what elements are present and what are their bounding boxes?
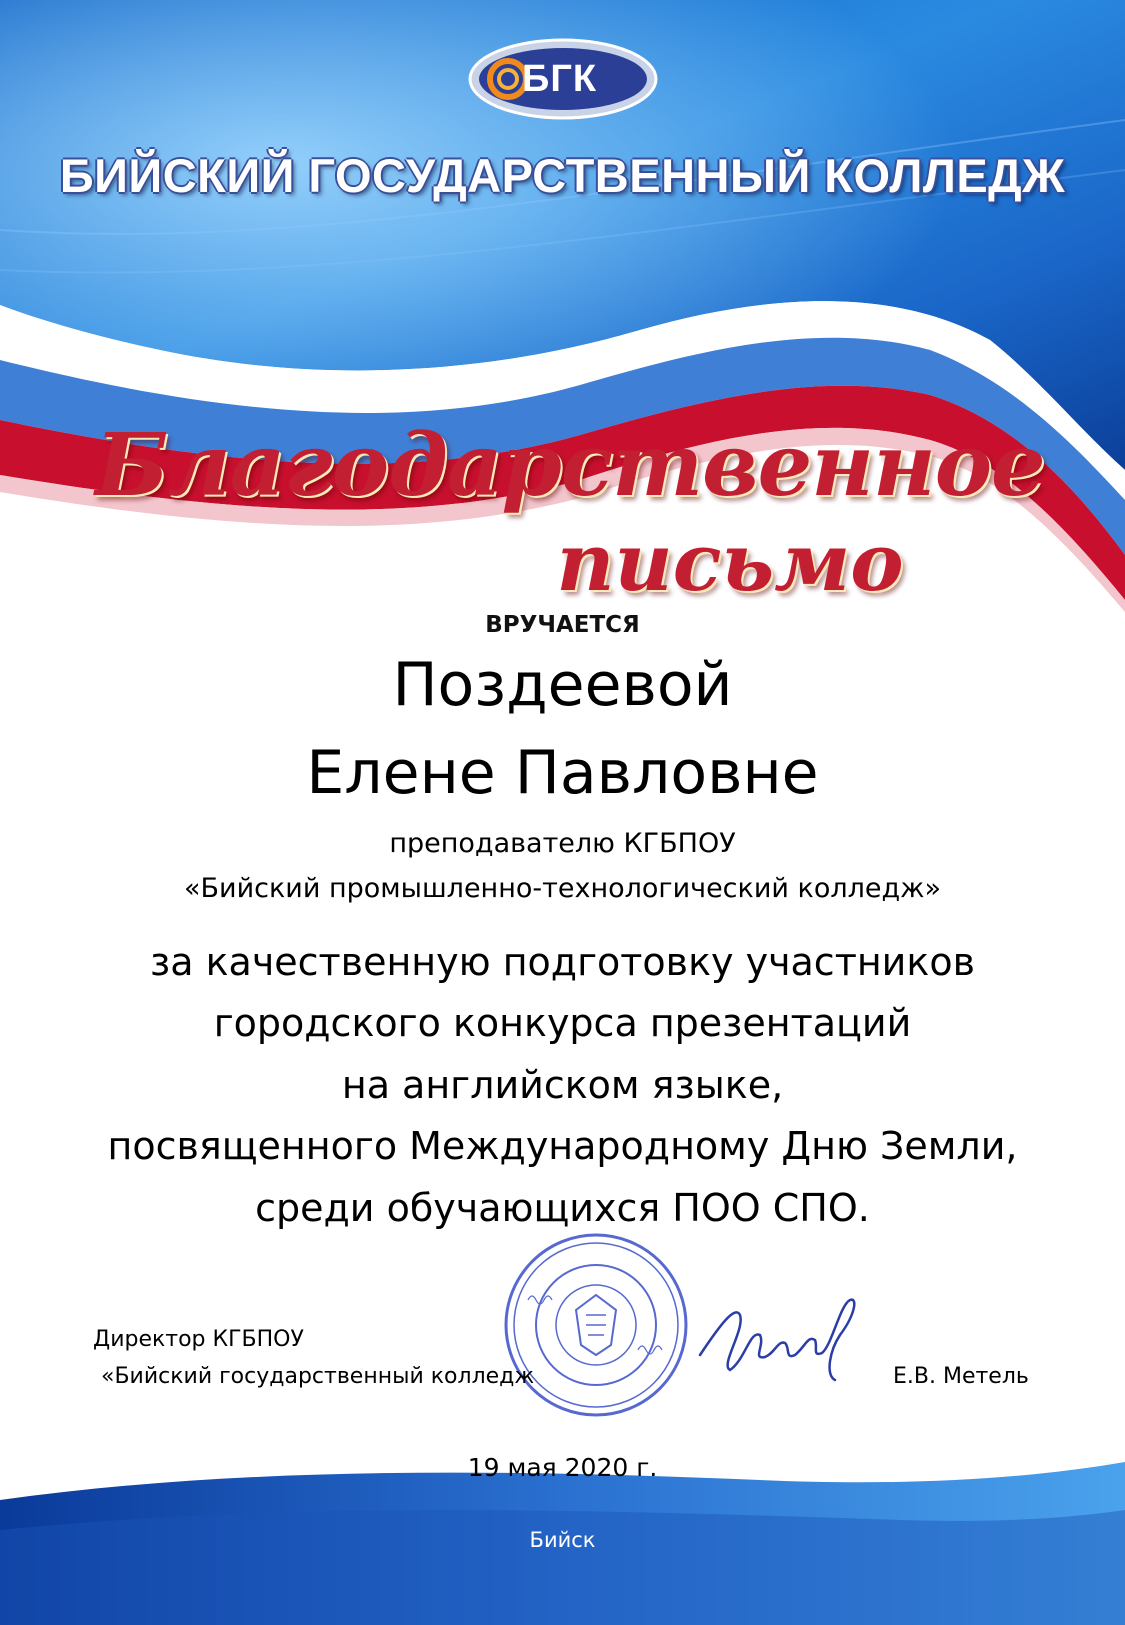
recipient-organization: «Бийский промышленно-технологический колледж»	[184, 873, 941, 904]
issue-city: Бийск	[529, 1528, 596, 1552]
certificate-title-line1: Благодарственное	[95, 415, 1045, 516]
issue-date: 19 мая 2020 г.	[467, 1453, 658, 1482]
recipient-position: преподавателю КГБПОУ	[389, 828, 736, 859]
director-name: Е.В. Метель	[893, 1364, 1029, 1389]
reason-line: среди обучающихся ПОО СПО.	[255, 1186, 870, 1230]
awarded-label: ВРУЧАЕТСЯ	[485, 612, 640, 638]
college-name: БИЙСКИЙ ГОСУДАРСТВЕННЫЙ КОЛЛЕДЖ	[59, 149, 1066, 202]
director-title: Директор КГБПОУ	[93, 1327, 304, 1352]
reason-line: за качественную подготовку участников	[150, 940, 975, 984]
recipient-given-name: Елене Павловне	[306, 738, 819, 808]
director-organization: «Бийский государственный колледж	[101, 1364, 535, 1389]
reason-line: городского конкурса презентаций	[213, 1001, 912, 1045]
director-signature	[690, 1285, 890, 1395]
recipient-surname: Поздеевой	[392, 650, 733, 720]
logo-text: БГК	[522, 58, 598, 100]
reason-line: посвященного Международному Дню Земли,	[107, 1124, 1018, 1168]
reason-line: на английском языке,	[341, 1063, 784, 1107]
certificate-title-line2: письмо	[556, 515, 904, 609]
